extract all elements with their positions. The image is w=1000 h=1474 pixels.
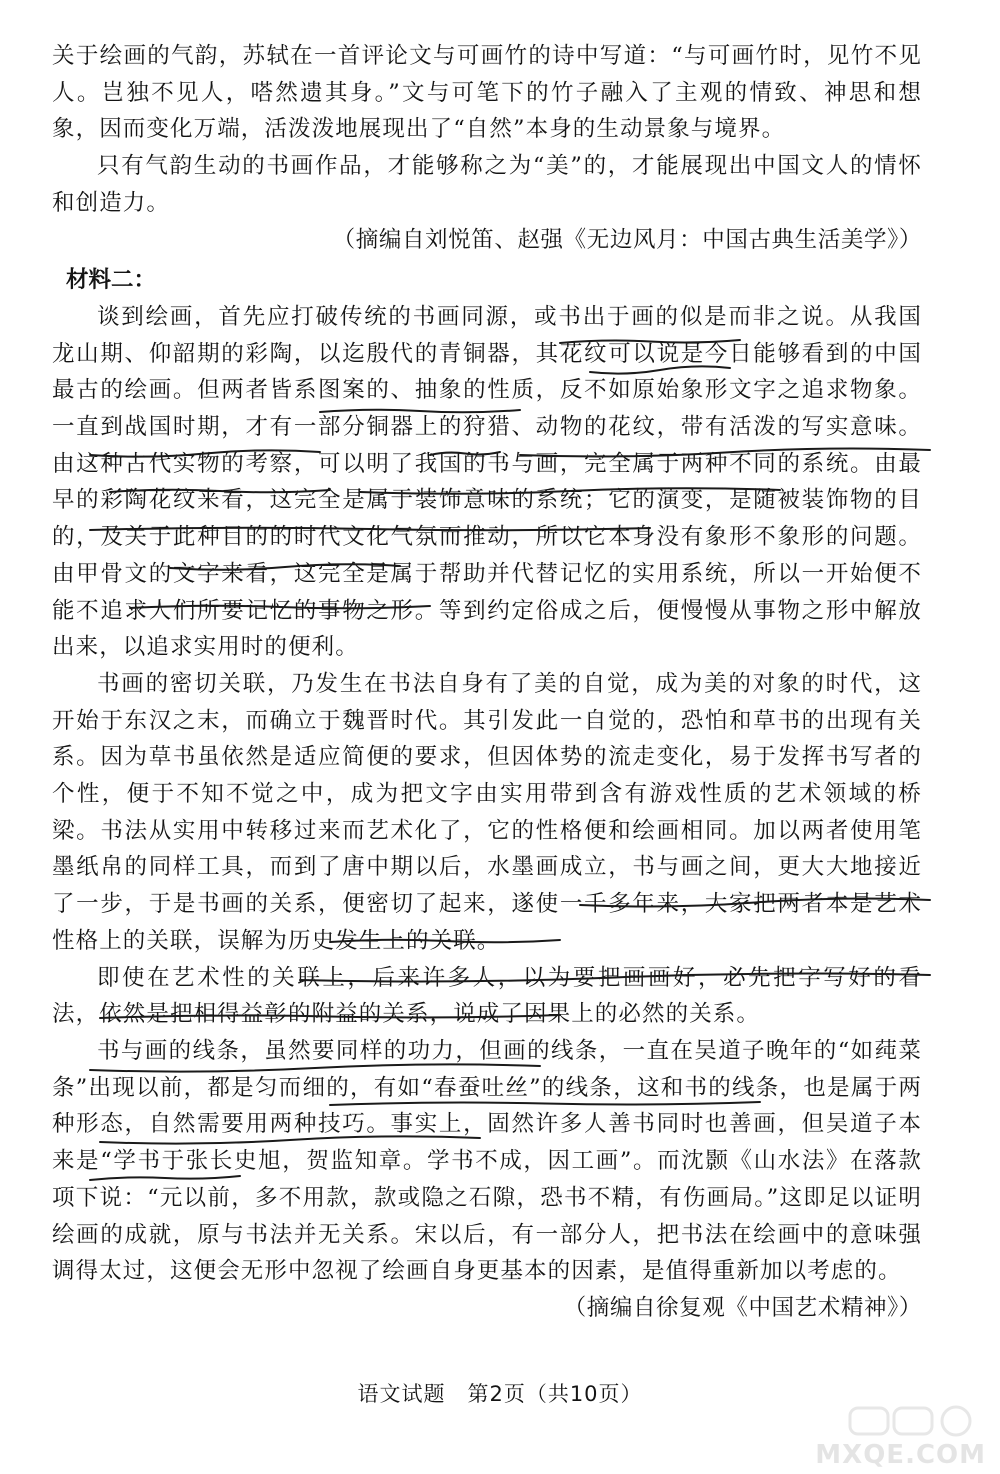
- paragraph-relation: 书画的密切关联，乃发生在书法自身有了美的自觉，成为美的对象的时代，这开始于东汉之末，而确立于魏晋时代。其引发此一自觉的，恐怕和草书的出现有关系。因为草书虽依然是适应简便的要求，但因体势的流走变化，易于发挥书写者的个性，便于不知不觉之中，成为把文字由实用带到含有游戏性质的艺术领域的桥梁。书法从实用中转移过来而艺术化了，它的性格便和绘画相同。加以两者使用笔墨纸帛的同样工具，而到了唐中期以后，水墨画成立，书与画之间，更大大地接近了一步，于是书画的关系，便密切了起来，遂使一千多年来，大家把两者本是艺术性格上的关联，误解为历史发生上的关联。: [52, 670, 922, 954]
- paragraph-origin: 谈到绘画，首先应打破传统的书画同源，或书出于画的似是而非之说。从我国龙山期、仰韶期的彩陶，以迄殷代的青铜器，其花纹可以说是今日能够看到的中国最古的绘画。但两者皆系图案的、抽象的性质，反不如原始象形文字之追求物象。一直到战国时期，才有一部分铜器上的狩猎、动物的花纹，带有活泼的写实意味。由这种古代实物的考察，可以明了我国的书与画，完全属于两种不同的系统。由最早的彩陶花纹来看，这完全是属于装饰意味的系统；它的演变，是随被装饰物的目的，及关于此种目的的时代文化气氛而推动，所以它本身没有象形不象形的问题。由甲骨文的文字来看，这完全是属于帮助并代替记忆的实用系统，所以一开始便不能不追求人们所要记忆的事物之形。等到约定俗成之后，便慢慢从事物之形中解放出来，以追求实用时的便利。: [52, 303, 922, 661]
- paragraph-painting-rhythm: 关于绘画的气韵，苏轼在一首评论文与可画竹的诗中写道：“与可画竹时，见竹不见人。岂独不见人，嗒然遗其身。”文与可笔下的竹子融入了主观的情致、神思和想象，因而变化万端，活泼泼地展现出了“自然”本身的生动景象与境界。: [52, 43, 922, 143]
- source-citation-1: （摘编自刘悦笛、赵强《无边风月：中国古典生活美学》）: [332, 226, 922, 253]
- paragraph-conclusion: 只有气韵生动的书画作品，才能够称之为“美”的，才能展现出中国文人的情怀和创造力。: [52, 153, 922, 216]
- paragraph-artistic: 即使在艺术性的关联上，后来许多人，以为要把画画好，必先把字写好的看法，依然是把相得益彰的附益的关系，说成了因果上的必然的关系。: [52, 964, 922, 1028]
- watermark-logo-icon: [848, 1404, 978, 1438]
- source-citation-2: （摘编自徐复观《中国艺术精神》）: [563, 1294, 922, 1321]
- watermark-text: MXQE.COM: [815, 1440, 986, 1470]
- page-footer: 语文试题 第2页（共10页）: [357, 1382, 643, 1406]
- paragraph-lines: 书与画的线条，虽然要同样的功力，但画的线条，一直在吴道子晚年的“如莼菜条”出现以前，都是匀而细的，有如“春蚕吐丝”的线条，这和书的线条，也是属于两种形态，自然需要用两种技巧。事实上，固然许多人善书同时也善画，但吴道子本来是“学书于张长史旭，贺监知章。学书不成，因工画”。而沈颢《山水法》在落款项下说：“元以前，多不用款，款或隐之石隙，恐书不精，有伤画局。”这即足以证明绘画的成就，原与书法并无关系。宋以后，有一部分人，把书法在绘画中的意味强调得太过，这便会无形中忽视了绘画自身更基本的因素，是值得重新加以考虑的。: [52, 1037, 922, 1285]
- watermark: [816, 1404, 986, 1470]
- section-heading: 材料二：: [66, 267, 157, 294]
